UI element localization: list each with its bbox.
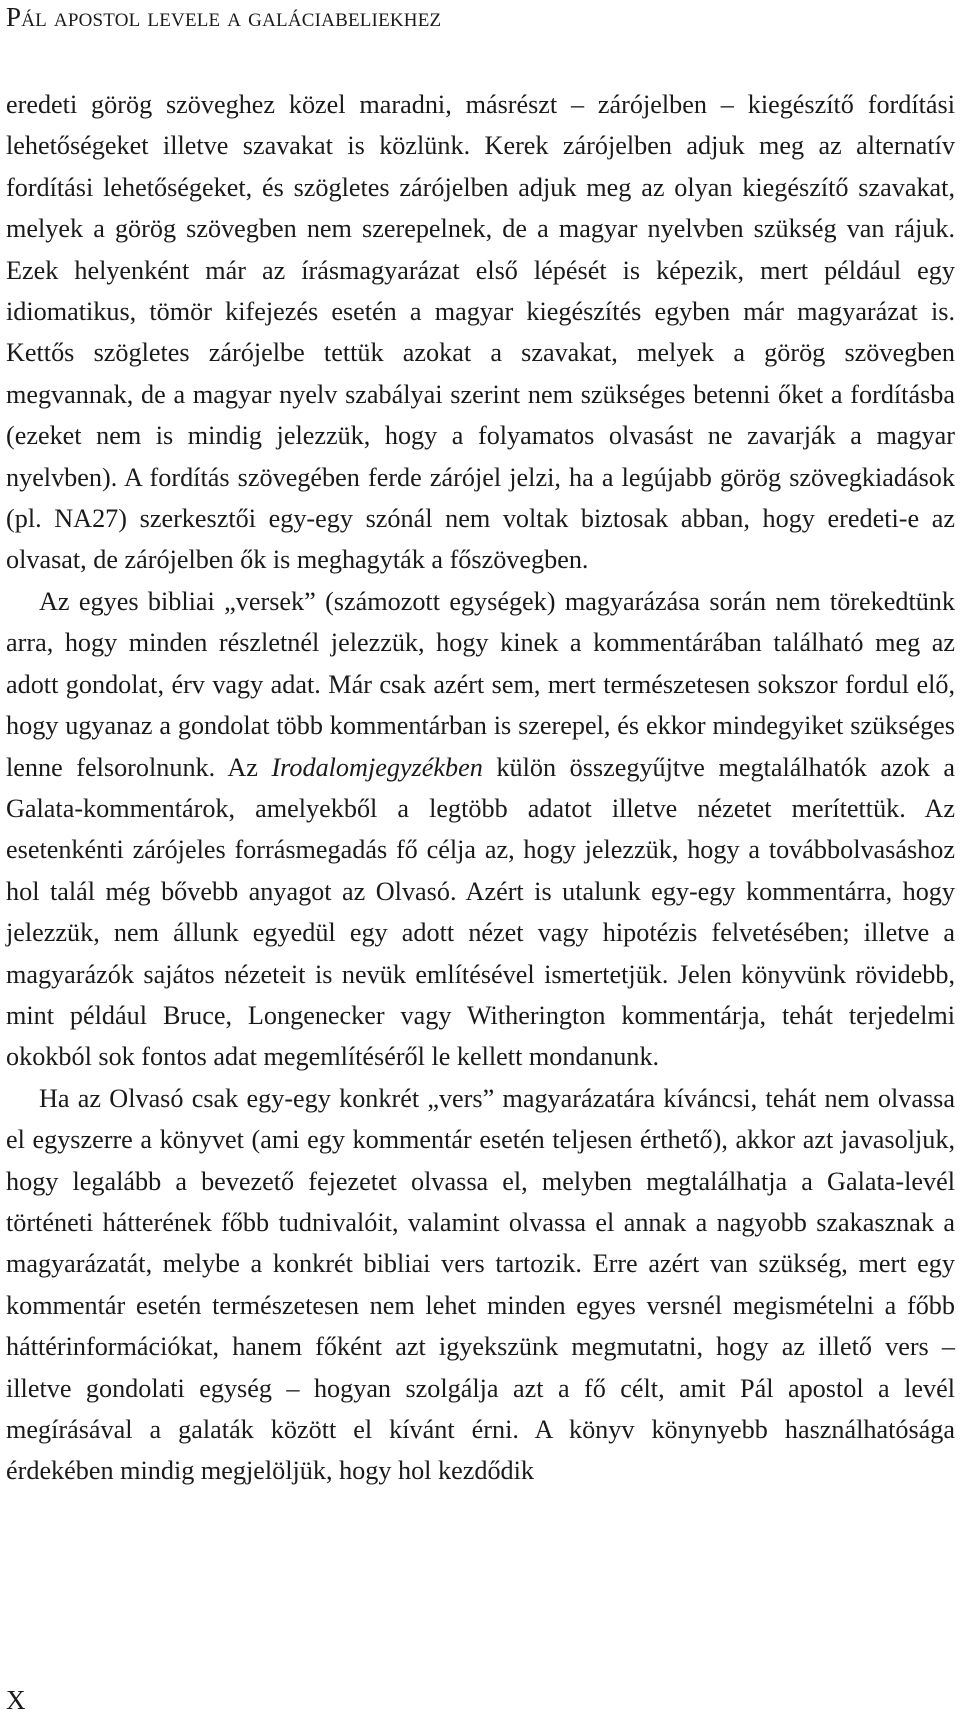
- paragraph-1: eredeti görög szöveghez közel maradni, másrészt – zárójelben – kiegészítő fordítási lehetőségeket illetve szavakat is közlünk. Kerek zárójelben adjuk meg az alternatív fordítási lehetőségeket, és szögletes zárójelben adjuk meg az olyan kiegészítő szavakat, melyek a görög szövegben nem szerepelnek, de a magyar nyelvben szükség van rájuk. Ezek helyenként már az írásmagyarázat első lépését is képezik, mert például egy idiomatikus, tömör kifejezés esetén a magyar kiegészítés egyben már magyarázat is. Kettős szögletes zárójelbe tettük azokat a szavakat, melyek a görög szövegben megvannak, de a magyar nyelv szabályai szerint nem szükséges betenni őket a fordításba (ezeket nem is mindig jelezzük, hogy a folyamatos olvasást ne zavarják a magyar nyelvben). A fordítás szövegében ferde zárójel jelzi, ha a legújabb görög szövegkiadások (pl. NA27) szerkesztői egy-egy szónál nem voltak biztosak abban, hogy eredeti-e az olvasat, de zárójelben ők is meghagyták a főszövegben.: [6, 90, 955, 575]
- paragraph-2: [6, 581, 955, 1078]
- paragraph-2-text-start: Az egyes bibliai „versek” (számozott egységek) magyarázása során nem törekedtünk arra, hogy minden részletnél jelezzük, hogy kinek a kommentárában található meg az adott gondolat, érv vagy adat. Már csak azért sem, mert természetesen sokszor fordul elő, hogy ugyanaz a gondolat több kommentárban is szerepel, és ekkor mindegyiket szükséges lenne felsorolnunk. Az: [6, 586, 955, 782]
- bibliography-reference: Irodalomjegyzékben: [271, 752, 483, 782]
- running-head: Pál apostol levele a galáciabeliekhez: [6, 2, 442, 32]
- paragraph-2-text-end: külön összegyűjtve megtalálhatók azok a Galata-kommentárok, amelyekből a legtöbb adatot illetve nézetet merítettük. Az esetenkénti zárójeles forrásmegadás fő célja az, hogy jelezzük, hogy a továbbolvasáshoz hol talál még bővebb anyagot az Olvasó. Azért is utalunk egy-egy kommentárra, hogy jelezzük, nem állunk egyedül egy adott nézet vagy hipotézis felvetésében; illetve a magyarázók sajátos nézeteit is nevük említésével ismertetjük. Jelen könyvünk rövidebb, mint például Bruce, Longenecker vagy Witherington kommentárja, tehát terjedelmi okokból sok fontos adat megemlítéséről le kellett mondanunk.: [6, 752, 955, 1072]
- page-number: X: [6, 1685, 26, 1715]
- paragraph-3: Ha az Olvasó csak egy-egy konkrét „vers” magyarázatára kíváncsi, tehát nem olvassa el egyszerre a könyvet (ami egy kommentár esetén teljesen érthető), akkor azt javasoljuk, hogy legalább a bevezető fejezetet olvassa el, melyben megtalálhatja a Galata-levél történeti hátterének főbb tudnivalóit, valamint olvassa el annak a nagyobb szakasznak a magyarázatát, melybe a konkrét bibliai vers tartozik. Erre azért van szükség, mert egy kommentár esetén természetesen nem lehet minden egyes versnél megismételni a főbb háttérinformációkat, hanem főként azt igyekszünk megmutatni, hogy az illető vers – illetve gondolati egység – hogyan szolgálja azt a fő célt, amit Pál apostol a levél megírásával a galaták között el kívánt érni. A könyv könynyebb használhatósága érdekében mindig megjelöljük, hogy hol kezdődik: [6, 1083, 955, 1486]
- body-text: [6, 84, 955, 1492]
